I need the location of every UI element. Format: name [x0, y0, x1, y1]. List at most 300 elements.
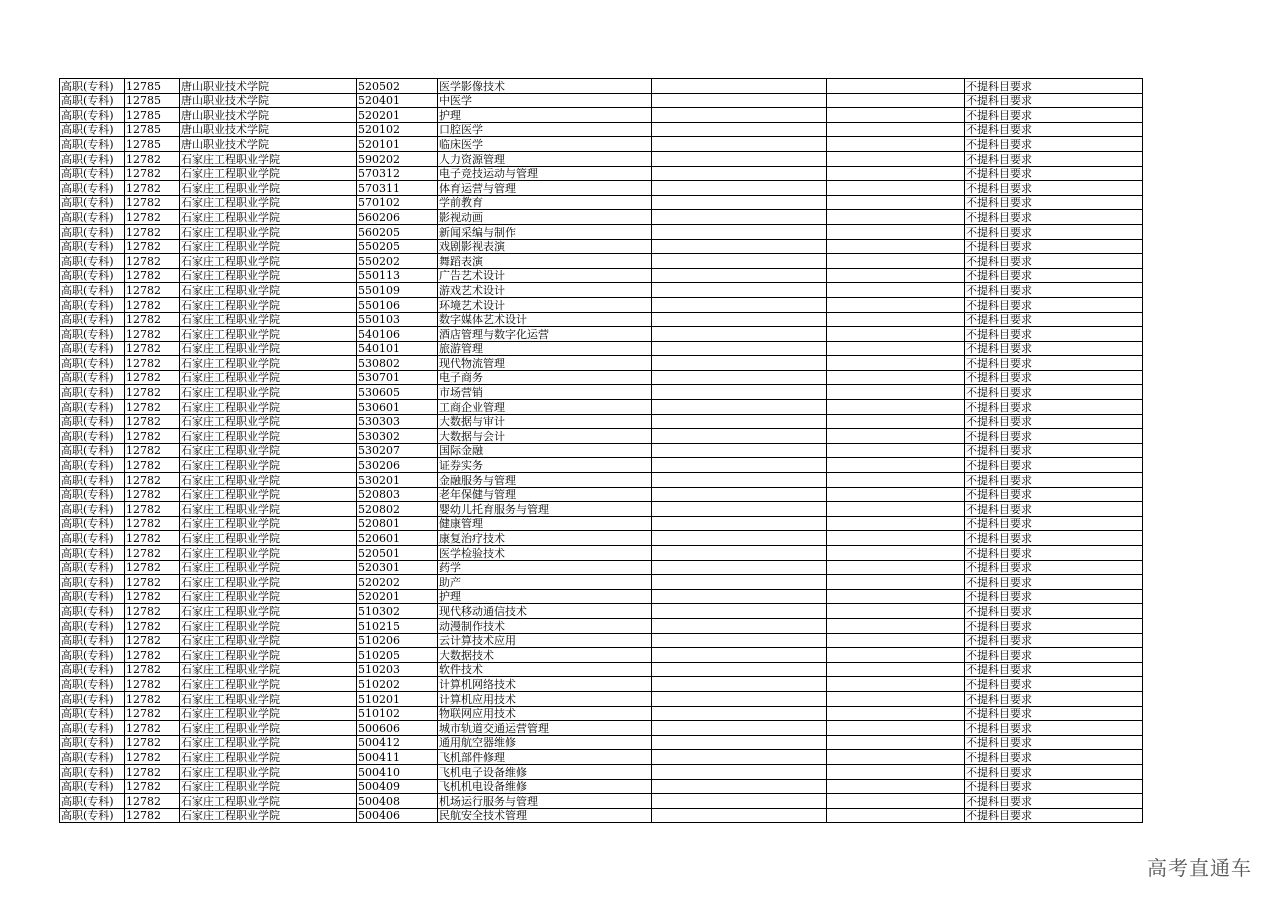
school-name-cell: 石家庄工程职业学院	[180, 443, 357, 458]
blank-cell-2	[827, 283, 965, 298]
school-name-cell: 石家庄工程职业学院	[180, 327, 357, 342]
table-row	[60, 356, 1143, 371]
school-name-cell: 唐山职业技术学院	[180, 137, 357, 152]
blank-cell-1	[652, 502, 827, 517]
blank-cell-1	[652, 516, 827, 531]
subject-requirement-cell: 不提科目要求	[965, 677, 1143, 692]
table-row	[60, 764, 1143, 779]
blank-cell-2	[827, 385, 965, 400]
level-cell: 高职(专科)	[60, 195, 125, 210]
school-name-cell: 石家庄工程职业学院	[180, 735, 357, 750]
school-code-cell: 12782	[125, 210, 180, 225]
school-code-cell: 12782	[125, 195, 180, 210]
level-cell: 高职(专科)	[60, 487, 125, 502]
blank-cell-2	[827, 166, 965, 181]
blank-cell-1	[652, 137, 827, 152]
table-row	[60, 429, 1143, 444]
table-row	[60, 297, 1143, 312]
school-name-cell: 石家庄工程职业学院	[180, 181, 357, 196]
level-cell: 高职(专科)	[60, 516, 125, 531]
major-code-cell: 510102	[357, 706, 438, 721]
school-code-cell: 12785	[125, 79, 180, 94]
table-row	[60, 370, 1143, 385]
major-code-cell: 520502	[357, 79, 438, 94]
subject-requirement-cell: 不提科目要求	[965, 794, 1143, 809]
major-code-cell: 570311	[357, 181, 438, 196]
blank-cell-1	[652, 691, 827, 706]
blank-cell-1	[652, 181, 827, 196]
school-name-cell: 石家庄工程职业学院	[180, 531, 357, 546]
school-name-cell: 石家庄工程职业学院	[180, 764, 357, 779]
table-row	[60, 516, 1143, 531]
major-name-cell: 助产	[438, 575, 652, 590]
school-code-cell: 12782	[125, 560, 180, 575]
table-row	[60, 648, 1143, 663]
major-code-cell: 510203	[357, 662, 438, 677]
school-name-cell: 石家庄工程职业学院	[180, 618, 357, 633]
school-name-cell: 石家庄工程职业学院	[180, 706, 357, 721]
level-cell: 高职(专科)	[60, 721, 125, 736]
blank-cell-1	[652, 604, 827, 619]
subject-requirement-cell: 不提科目要求	[965, 458, 1143, 473]
school-code-cell: 12782	[125, 531, 180, 546]
major-name-cell: 通用航空器维修	[438, 735, 652, 750]
level-cell: 高职(专科)	[60, 575, 125, 590]
table-row	[60, 750, 1143, 765]
major-name-cell: 舞蹈表演	[438, 254, 652, 269]
table-row	[60, 443, 1143, 458]
blank-cell-2	[827, 794, 965, 809]
major-code-cell: 530701	[357, 370, 438, 385]
major-code-cell: 550205	[357, 239, 438, 254]
watermark-text: 高考直通车	[1147, 856, 1252, 880]
school-name-cell: 石家庄工程职业学院	[180, 195, 357, 210]
blank-cell-1	[652, 546, 827, 561]
subject-requirement-cell: 不提科目要求	[965, 750, 1143, 765]
table-row	[60, 721, 1143, 736]
major-code-cell: 590202	[357, 151, 438, 166]
blank-cell-2	[827, 297, 965, 312]
blank-cell-1	[652, 268, 827, 283]
blank-cell-1	[652, 400, 827, 415]
blank-cell-2	[827, 327, 965, 342]
subject-requirement-cell: 不提科目要求	[965, 735, 1143, 750]
school-name-cell: 石家庄工程职业学院	[180, 385, 357, 400]
table-row	[60, 560, 1143, 575]
table-row	[60, 414, 1143, 429]
subject-requirement-cell: 不提科目要求	[965, 356, 1143, 371]
subject-requirement-cell: 不提科目要求	[965, 443, 1143, 458]
table-row	[60, 794, 1143, 809]
subject-requirement-cell: 不提科目要求	[965, 531, 1143, 546]
blank-cell-1	[652, 239, 827, 254]
blank-cell-1	[652, 487, 827, 502]
school-name-cell: 石家庄工程职业学院	[180, 487, 357, 502]
subject-requirement-cell: 不提科目要求	[965, 151, 1143, 166]
school-name-cell: 石家庄工程职业学院	[180, 268, 357, 283]
school-code-cell: 12782	[125, 516, 180, 531]
blank-cell-2	[827, 122, 965, 137]
school-name-cell: 石家庄工程职业学院	[180, 312, 357, 327]
blank-cell-2	[827, 575, 965, 590]
school-code-cell: 12785	[125, 108, 180, 123]
blank-cell-2	[827, 706, 965, 721]
table-row	[60, 327, 1143, 342]
school-code-cell: 12782	[125, 735, 180, 750]
subject-requirement-cell: 不提科目要求	[965, 575, 1143, 590]
school-code-cell: 12782	[125, 721, 180, 736]
major-name-cell: 国际金融	[438, 443, 652, 458]
subject-requirement-cell: 不提科目要求	[965, 327, 1143, 342]
blank-cell-2	[827, 356, 965, 371]
school-name-cell: 石家庄工程职业学院	[180, 151, 357, 166]
table-row	[60, 662, 1143, 677]
level-cell: 高职(专科)	[60, 735, 125, 750]
table-row	[60, 677, 1143, 692]
major-code-cell: 570102	[357, 195, 438, 210]
school-name-cell: 石家庄工程职业学院	[180, 794, 357, 809]
major-name-cell: 计算机应用技术	[438, 691, 652, 706]
major-name-cell: 证券实务	[438, 458, 652, 473]
level-cell: 高职(专科)	[60, 108, 125, 123]
level-cell: 高职(专科)	[60, 370, 125, 385]
subject-requirement-cell: 不提科目要求	[965, 706, 1143, 721]
blank-cell-2	[827, 108, 965, 123]
blank-cell-1	[652, 79, 827, 94]
school-name-cell: 石家庄工程职业学院	[180, 589, 357, 604]
level-cell: 高职(专科)	[60, 473, 125, 488]
blank-cell-2	[827, 239, 965, 254]
school-code-cell: 12782	[125, 283, 180, 298]
level-cell: 高职(专科)	[60, 706, 125, 721]
blank-cell-2	[827, 473, 965, 488]
major-name-cell: 学前教育	[438, 195, 652, 210]
school-name-cell: 石家庄工程职业学院	[180, 283, 357, 298]
subject-requirement-cell: 不提科目要求	[965, 210, 1143, 225]
blank-cell-2	[827, 210, 965, 225]
table-row	[60, 385, 1143, 400]
blank-cell-2	[827, 487, 965, 502]
major-code-cell: 520201	[357, 589, 438, 604]
major-code-cell: 570312	[357, 166, 438, 181]
school-code-cell: 12782	[125, 151, 180, 166]
blank-cell-1	[652, 794, 827, 809]
blank-cell-1	[652, 677, 827, 692]
school-code-cell: 12782	[125, 443, 180, 458]
school-name-cell: 唐山职业技术学院	[180, 122, 357, 137]
blank-cell-1	[652, 151, 827, 166]
level-cell: 高职(专科)	[60, 502, 125, 517]
blank-cell-2	[827, 93, 965, 108]
table-row	[60, 254, 1143, 269]
school-code-cell: 12782	[125, 356, 180, 371]
school-code-cell: 12782	[125, 327, 180, 342]
major-code-cell: 530601	[357, 400, 438, 415]
level-cell: 高职(专科)	[60, 618, 125, 633]
major-code-cell: 500606	[357, 721, 438, 736]
table-row	[60, 458, 1143, 473]
subject-requirement-cell: 不提科目要求	[965, 137, 1143, 152]
subject-requirement-cell: 不提科目要求	[965, 400, 1143, 415]
major-code-cell: 510205	[357, 648, 438, 663]
school-code-cell: 12782	[125, 487, 180, 502]
table-row	[60, 239, 1143, 254]
table-row	[60, 312, 1143, 327]
subject-requirement-cell: 不提科目要求	[965, 429, 1143, 444]
blank-cell-2	[827, 341, 965, 356]
level-cell: 高职(专科)	[60, 312, 125, 327]
school-code-cell: 12782	[125, 648, 180, 663]
table-row	[60, 400, 1143, 415]
school-code-cell: 12782	[125, 370, 180, 385]
school-name-cell: 石家庄工程职业学院	[180, 414, 357, 429]
school-name-cell: 石家庄工程职业学院	[180, 166, 357, 181]
table-row	[60, 122, 1143, 137]
level-cell: 高职(专科)	[60, 589, 125, 604]
blank-cell-1	[652, 648, 827, 663]
blank-cell-2	[827, 312, 965, 327]
level-cell: 高职(专科)	[60, 458, 125, 473]
level-cell: 高职(专科)	[60, 546, 125, 561]
blank-cell-1	[652, 210, 827, 225]
level-cell: 高职(专科)	[60, 750, 125, 765]
school-code-cell: 12782	[125, 808, 180, 823]
table-row	[60, 487, 1143, 502]
blank-cell-2	[827, 764, 965, 779]
level-cell: 高职(专科)	[60, 210, 125, 225]
level-cell: 高职(专科)	[60, 93, 125, 108]
blank-cell-2	[827, 677, 965, 692]
school-code-cell: 12782	[125, 604, 180, 619]
table-row	[60, 779, 1143, 794]
school-code-cell: 12782	[125, 764, 180, 779]
blank-cell-2	[827, 560, 965, 575]
school-code-cell: 12782	[125, 633, 180, 648]
major-code-cell: 500410	[357, 764, 438, 779]
major-name-cell: 影视动画	[438, 210, 652, 225]
major-code-cell: 510302	[357, 604, 438, 619]
school-code-cell: 12782	[125, 546, 180, 561]
major-code-cell: 560205	[357, 224, 438, 239]
major-code-cell: 500412	[357, 735, 438, 750]
school-name-cell: 石家庄工程职业学院	[180, 662, 357, 677]
major-name-cell: 健康管理	[438, 516, 652, 531]
school-code-cell: 12782	[125, 297, 180, 312]
blank-cell-1	[652, 633, 827, 648]
blank-cell-2	[827, 531, 965, 546]
level-cell: 高职(专科)	[60, 443, 125, 458]
subject-requirement-cell: 不提科目要求	[965, 181, 1143, 196]
table-row	[60, 502, 1143, 517]
table-row	[60, 224, 1143, 239]
major-name-cell: 动漫制作技术	[438, 618, 652, 633]
level-cell: 高职(专科)	[60, 808, 125, 823]
blank-cell-2	[827, 224, 965, 239]
school-code-cell: 12782	[125, 677, 180, 692]
subject-requirement-cell: 不提科目要求	[965, 254, 1143, 269]
blank-cell-1	[652, 312, 827, 327]
major-name-cell: 大数据技术	[438, 648, 652, 663]
school-code-cell: 12782	[125, 473, 180, 488]
major-code-cell: 520101	[357, 137, 438, 152]
blank-cell-2	[827, 79, 965, 94]
major-name-cell: 环境艺术设计	[438, 297, 652, 312]
school-code-cell: 12782	[125, 268, 180, 283]
subject-requirement-cell: 不提科目要求	[965, 473, 1143, 488]
blank-cell-1	[652, 458, 827, 473]
blank-cell-2	[827, 502, 965, 517]
major-code-cell: 550106	[357, 297, 438, 312]
table-row	[60, 341, 1143, 356]
level-cell: 高职(专科)	[60, 181, 125, 196]
blank-cell-2	[827, 589, 965, 604]
level-cell: 高职(专科)	[60, 79, 125, 94]
major-name-cell: 口腔医学	[438, 122, 652, 137]
major-name-cell: 康复治疗技术	[438, 531, 652, 546]
subject-requirement-cell: 不提科目要求	[965, 370, 1143, 385]
blank-cell-2	[827, 750, 965, 765]
blank-cell-1	[652, 93, 827, 108]
subject-requirement-cell: 不提科目要求	[965, 108, 1143, 123]
blank-cell-2	[827, 443, 965, 458]
school-code-cell: 12785	[125, 93, 180, 108]
blank-cell-2	[827, 691, 965, 706]
blank-cell-2	[827, 254, 965, 269]
major-name-cell: 电子商务	[438, 370, 652, 385]
school-code-cell: 12782	[125, 502, 180, 517]
level-cell: 高职(专科)	[60, 341, 125, 356]
school-code-cell: 12785	[125, 122, 180, 137]
blank-cell-2	[827, 735, 965, 750]
major-code-cell: 510201	[357, 691, 438, 706]
blank-cell-1	[652, 224, 827, 239]
major-name-cell: 城市轨道交通运营管理	[438, 721, 652, 736]
level-cell: 高职(专科)	[60, 166, 125, 181]
major-code-cell: 520401	[357, 93, 438, 108]
subject-requirement-cell: 不提科目要求	[965, 312, 1143, 327]
major-code-cell: 530303	[357, 414, 438, 429]
school-name-cell: 石家庄工程职业学院	[180, 356, 357, 371]
level-cell: 高职(专科)	[60, 633, 125, 648]
major-code-cell: 530302	[357, 429, 438, 444]
school-code-cell: 12782	[125, 458, 180, 473]
school-code-cell: 12782	[125, 239, 180, 254]
subject-requirement-cell: 不提科目要求	[965, 633, 1143, 648]
table-row	[60, 268, 1143, 283]
major-code-cell: 550202	[357, 254, 438, 269]
major-code-cell: 500406	[357, 808, 438, 823]
major-name-cell: 金融服务与管理	[438, 473, 652, 488]
school-name-cell: 石家庄工程职业学院	[180, 546, 357, 561]
school-name-cell: 石家庄工程职业学院	[180, 677, 357, 692]
blank-cell-1	[652, 560, 827, 575]
admission-requirements-table	[59, 78, 1143, 823]
major-name-cell: 老年保健与管理	[438, 487, 652, 502]
major-name-cell: 飞机部件修理	[438, 750, 652, 765]
blank-cell-1	[652, 108, 827, 123]
blank-cell-2	[827, 779, 965, 794]
level-cell: 高职(专科)	[60, 794, 125, 809]
major-name-cell: 飞机电子设备维修	[438, 764, 652, 779]
table-row	[60, 473, 1143, 488]
blank-cell-2	[827, 662, 965, 677]
blank-cell-2	[827, 195, 965, 210]
level-cell: 高职(专科)	[60, 677, 125, 692]
subject-requirement-cell: 不提科目要求	[965, 721, 1143, 736]
subject-requirement-cell: 不提科目要求	[965, 297, 1143, 312]
major-code-cell: 530802	[357, 356, 438, 371]
major-code-cell: 520801	[357, 516, 438, 531]
school-name-cell: 石家庄工程职业学院	[180, 808, 357, 823]
blank-cell-1	[652, 589, 827, 604]
level-cell: 高职(专科)	[60, 137, 125, 152]
subject-requirement-cell: 不提科目要求	[965, 341, 1143, 356]
level-cell: 高职(专科)	[60, 283, 125, 298]
major-code-cell: 550113	[357, 268, 438, 283]
major-name-cell: 护理	[438, 589, 652, 604]
table-row	[60, 604, 1143, 619]
table-row	[60, 283, 1143, 298]
level-cell: 高职(专科)	[60, 297, 125, 312]
level-cell: 高职(专科)	[60, 779, 125, 794]
subject-requirement-cell: 不提科目要求	[965, 691, 1143, 706]
school-code-cell: 12782	[125, 575, 180, 590]
level-cell: 高职(专科)	[60, 691, 125, 706]
subject-requirement-cell: 不提科目要求	[965, 662, 1143, 677]
major-name-cell: 物联网应用技术	[438, 706, 652, 721]
table-row	[60, 633, 1143, 648]
school-code-cell: 12782	[125, 312, 180, 327]
level-cell: 高职(专科)	[60, 764, 125, 779]
major-name-cell: 新闻采编与制作	[438, 224, 652, 239]
major-name-cell: 计算机网络技术	[438, 677, 652, 692]
school-name-cell: 石家庄工程职业学院	[180, 400, 357, 415]
blank-cell-1	[652, 297, 827, 312]
major-code-cell: 520301	[357, 560, 438, 575]
level-cell: 高职(专科)	[60, 531, 125, 546]
major-name-cell: 现代移动通信技术	[438, 604, 652, 619]
major-code-cell: 540101	[357, 341, 438, 356]
level-cell: 高职(专科)	[60, 327, 125, 342]
school-name-cell: 石家庄工程职业学院	[180, 224, 357, 239]
major-name-cell: 现代物流管理	[438, 356, 652, 371]
subject-requirement-cell: 不提科目要求	[965, 808, 1143, 823]
school-code-cell: 12782	[125, 254, 180, 269]
table-row	[60, 108, 1143, 123]
subject-requirement-cell: 不提科目要求	[965, 79, 1143, 94]
major-name-cell: 广告艺术设计	[438, 268, 652, 283]
blank-cell-1	[652, 473, 827, 488]
blank-cell-1	[652, 443, 827, 458]
table-row	[60, 181, 1143, 196]
level-cell: 高职(专科)	[60, 662, 125, 677]
subject-requirement-cell: 不提科目要求	[965, 122, 1143, 137]
major-name-cell: 云计算技术应用	[438, 633, 652, 648]
level-cell: 高职(专科)	[60, 560, 125, 575]
table-row	[60, 691, 1143, 706]
school-name-cell: 石家庄工程职业学院	[180, 750, 357, 765]
major-name-cell: 工商企业管理	[438, 400, 652, 415]
major-name-cell: 飞机机电设备维修	[438, 779, 652, 794]
blank-cell-2	[827, 604, 965, 619]
subject-requirement-cell: 不提科目要求	[965, 604, 1143, 619]
school-name-cell: 石家庄工程职业学院	[180, 560, 357, 575]
subject-requirement-cell: 不提科目要求	[965, 779, 1143, 794]
subject-requirement-cell: 不提科目要求	[965, 764, 1143, 779]
major-name-cell: 体育运营与管理	[438, 181, 652, 196]
table-row	[60, 137, 1143, 152]
subject-requirement-cell: 不提科目要求	[965, 166, 1143, 181]
